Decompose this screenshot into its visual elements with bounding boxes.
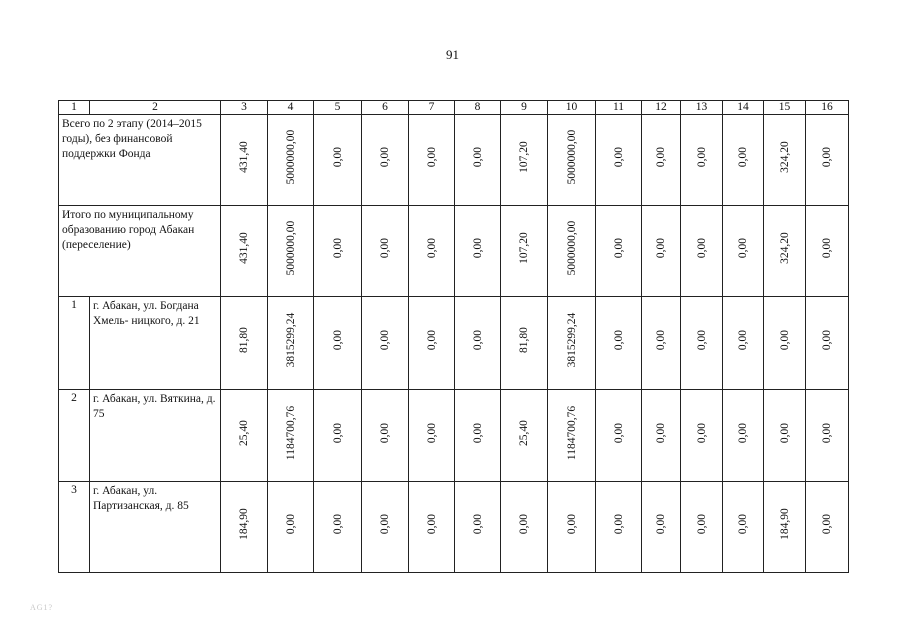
- cell-value: 0,00: [737, 422, 749, 443]
- cell-value: 25,40: [238, 419, 250, 446]
- value-cell: [314, 115, 362, 206]
- cell-value: 107,20: [518, 232, 530, 265]
- cell-value: 184,90: [778, 508, 791, 541]
- value-cell: [642, 390, 681, 482]
- value-cell: [806, 482, 849, 573]
- row-label: Всего по 2 этапу (2014–2015 годы), без финансовой поддержки Фонда: [59, 115, 221, 206]
- value-cell: [221, 206, 268, 297]
- cell-value: 0,00: [612, 147, 625, 168]
- value-cell: [314, 206, 362, 297]
- value-cell: [681, 206, 723, 297]
- value-cell: [362, 206, 409, 297]
- value-cell: [501, 115, 548, 206]
- cell-value: 0,00: [695, 147, 708, 168]
- column-header-2: 2: [90, 101, 221, 115]
- value-cell: [723, 482, 764, 573]
- value-cell: [501, 206, 548, 297]
- row-index: 2: [59, 390, 90, 482]
- value-cell: [596, 390, 642, 482]
- cell-value: 0,00: [778, 422, 791, 443]
- cell-value: 0,00: [331, 514, 344, 535]
- value-cell: [764, 482, 806, 573]
- value-cell: [548, 115, 596, 206]
- value-cell: [642, 297, 681, 390]
- value-cell: [268, 482, 314, 573]
- value-cell: [314, 297, 362, 390]
- row-index: 1: [59, 297, 90, 390]
- value-cell: [409, 482, 455, 573]
- cell-value: 1184700,76: [565, 405, 578, 460]
- cell-value: 0,00: [331, 422, 344, 443]
- value-cell: [268, 115, 314, 206]
- cell-value: 0,00: [737, 330, 749, 351]
- cell-value: 5000000,00: [284, 129, 297, 185]
- column-header-9: 9: [501, 101, 548, 115]
- cell-value: 0,00: [695, 330, 708, 351]
- value-cell: [681, 482, 723, 573]
- column-header-14: 14: [723, 101, 764, 115]
- value-cell: [596, 206, 642, 297]
- cell-value: 0,00: [425, 238, 438, 259]
- cell-value: 0,00: [331, 147, 344, 168]
- cell-value: 0,00: [471, 330, 484, 351]
- value-cell: [409, 390, 455, 482]
- cell-value: 0,00: [425, 422, 438, 443]
- value-cell: [764, 206, 806, 297]
- column-header-5: 5: [314, 101, 362, 115]
- cell-value: 0,00: [778, 330, 791, 351]
- cell-value: 0,00: [821, 514, 833, 535]
- cell-value: 3815299,24: [284, 312, 297, 368]
- value-cell: [642, 206, 681, 297]
- value-cell: [409, 206, 455, 297]
- value-cell: [764, 115, 806, 206]
- value-cell: [764, 390, 806, 482]
- cell-value: 5000000,00: [565, 220, 578, 276]
- column-header-12: 12: [642, 101, 681, 115]
- cell-value: 107,20: [518, 141, 530, 174]
- value-cell: [723, 206, 764, 297]
- value-cell: [501, 390, 548, 482]
- cell-value: 0,00: [695, 238, 708, 259]
- value-cell: [221, 115, 268, 206]
- cell-value: 0,00: [379, 330, 391, 351]
- value-cell: [409, 297, 455, 390]
- value-cell: [806, 115, 849, 206]
- cell-value: 81,80: [238, 327, 250, 354]
- cell-value: 0,00: [612, 422, 625, 443]
- cell-value: 0,00: [471, 422, 484, 443]
- cell-value: 0,00: [379, 514, 391, 535]
- value-cell: [681, 297, 723, 390]
- cell-value: 184,90: [238, 508, 250, 541]
- table-row: [59, 206, 849, 297]
- value-cell: [455, 482, 501, 573]
- value-cell: [455, 206, 501, 297]
- column-header-3: 3: [221, 101, 268, 115]
- cell-value: 0,00: [471, 238, 484, 259]
- cell-value: 0,00: [425, 147, 438, 168]
- cell-value: 0,00: [471, 514, 484, 535]
- value-cell: [362, 390, 409, 482]
- value-cell: [596, 297, 642, 390]
- cell-value: 324,20: [778, 232, 791, 265]
- cell-value: 0,00: [655, 422, 667, 443]
- cell-value: 0,00: [612, 514, 625, 535]
- row-index: 3: [59, 482, 90, 573]
- cell-value: 0,00: [821, 147, 833, 168]
- cell-value: 431,40: [238, 232, 250, 265]
- cell-value: 0,00: [655, 238, 667, 259]
- cell-value: 0,00: [471, 147, 484, 168]
- value-cell: [596, 115, 642, 206]
- row-address: г. Абакан, ул. Богдана Хмель- ницкого, д. 21: [90, 297, 221, 390]
- value-cell: [221, 482, 268, 573]
- page-number: 91: [446, 47, 459, 62]
- value-cell: [409, 115, 455, 206]
- column-header-13: 13: [681, 101, 723, 115]
- value-cell: [221, 297, 268, 390]
- table-row: [59, 115, 849, 206]
- value-cell: [596, 482, 642, 573]
- footer-mark: AG1?: [30, 603, 54, 612]
- cell-value: 0,00: [331, 238, 344, 259]
- cell-value: 25,40: [518, 419, 530, 446]
- header-row: [59, 101, 849, 115]
- cell-value: 0,00: [695, 514, 708, 535]
- cell-value: 0,00: [331, 330, 344, 351]
- value-cell: [501, 297, 548, 390]
- column-header-10: 10: [548, 101, 596, 115]
- value-cell: [723, 297, 764, 390]
- row-address: г. Абакан, ул. Партизанская, д. 85: [90, 482, 221, 573]
- value-cell: [642, 115, 681, 206]
- value-cell: [764, 297, 806, 390]
- cell-value: 0,00: [379, 147, 391, 168]
- value-cell: [455, 297, 501, 390]
- value-cell: [362, 297, 409, 390]
- value-cell: [806, 297, 849, 390]
- cell-value: 0,00: [655, 330, 667, 351]
- cell-value: 0,00: [821, 238, 833, 259]
- column-header-16: 16: [806, 101, 849, 115]
- cell-value: 0,00: [695, 422, 708, 443]
- value-cell: [548, 390, 596, 482]
- value-cell: [501, 482, 548, 573]
- cell-value: 0,00: [737, 514, 749, 535]
- value-cell: [362, 115, 409, 206]
- table-row: [59, 482, 849, 573]
- table-row: [59, 390, 849, 482]
- cell-value: 431,40: [238, 141, 250, 174]
- value-cell: [268, 390, 314, 482]
- value-cell: [642, 482, 681, 573]
- cell-value: 0,00: [821, 330, 833, 351]
- column-header-6: 6: [362, 101, 409, 115]
- value-cell: [221, 390, 268, 482]
- value-cell: [548, 482, 596, 573]
- cell-value: 0,00: [737, 238, 749, 259]
- cell-value: 81,80: [518, 327, 530, 354]
- cell-value: 0,00: [655, 147, 667, 168]
- cell-value: 0,00: [425, 330, 438, 351]
- value-cell: [455, 390, 501, 482]
- cell-value: 0,00: [379, 422, 391, 443]
- cell-value: 0,00: [821, 422, 833, 443]
- value-cell: [548, 297, 596, 390]
- value-cell: [723, 115, 764, 206]
- cell-value: 5000000,00: [565, 129, 578, 185]
- cell-value: 0,00: [284, 514, 297, 535]
- value-cell: [806, 390, 849, 482]
- value-cell: [314, 390, 362, 482]
- column-header-4: 4: [268, 101, 314, 115]
- cell-value: 0,00: [612, 238, 625, 259]
- cell-value: 1184700,76: [284, 405, 297, 460]
- cell-value: 3815299,24: [565, 312, 578, 368]
- value-cell: [268, 206, 314, 297]
- value-cell: [455, 115, 501, 206]
- value-cell: [548, 206, 596, 297]
- column-header-15: 15: [764, 101, 806, 115]
- cell-value: 5000000,00: [284, 220, 297, 276]
- cell-value: 0,00: [612, 330, 625, 351]
- cell-value: 0,00: [565, 514, 578, 535]
- cell-value: 0,00: [379, 238, 391, 259]
- cell-value: 324,20: [778, 141, 791, 174]
- column-header-1: 1: [59, 101, 90, 115]
- column-header-7: 7: [409, 101, 455, 115]
- table-row: [59, 297, 849, 390]
- value-cell: [362, 482, 409, 573]
- cell-value: 0,00: [655, 514, 667, 535]
- column-header-8: 8: [455, 101, 501, 115]
- value-cell: [723, 390, 764, 482]
- value-cell: [806, 206, 849, 297]
- cell-value: 0,00: [737, 147, 749, 168]
- row-address: г. Абакан, ул. Вяткина, д. 75: [90, 390, 221, 482]
- row-label: Итого по муниципальному образованию город Абакан (переселение): [59, 206, 221, 297]
- data-table: [58, 100, 849, 573]
- cell-value: 0,00: [518, 514, 530, 535]
- value-cell: [268, 297, 314, 390]
- cell-value: 0,00: [425, 514, 438, 535]
- value-cell: [681, 115, 723, 206]
- value-cell: [314, 482, 362, 573]
- value-cell: [681, 390, 723, 482]
- column-header-11: 11: [596, 101, 642, 115]
